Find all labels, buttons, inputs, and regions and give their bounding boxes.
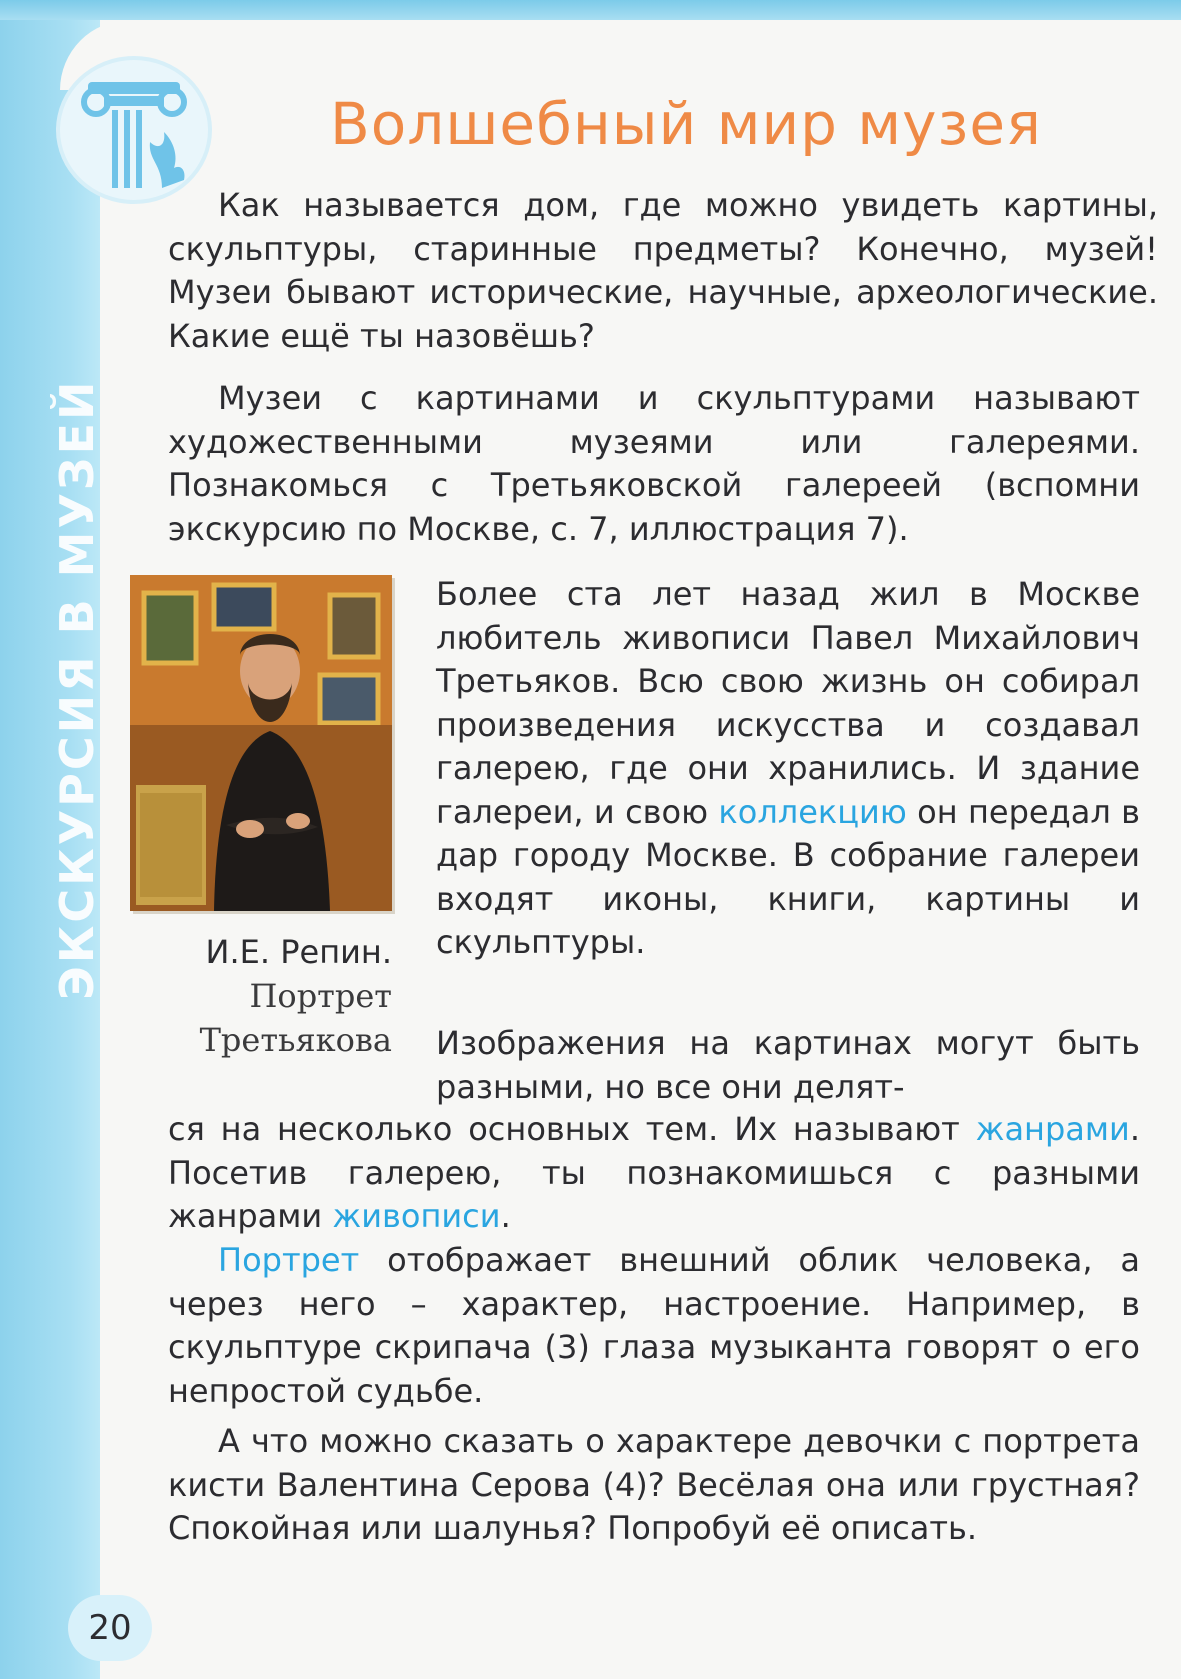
- caption-title-line2: Третьякова: [199, 1021, 392, 1059]
- paragraph-galleries: Музеи с картинами и скульптурами называют художественными музеями или галереями. Познакомься с Третьяковской галереей (вспомни экскурсию по Москве, с. 7, иллюстрация 7).: [168, 379, 1140, 548]
- painting-caption: [150, 930, 392, 1062]
- term-portrait: Портрет: [218, 1241, 360, 1279]
- caption-title-line1: Портрет: [249, 977, 392, 1015]
- paragraph-portrait-text: отображает внешний облик человека, а через него – характер, настроение. Например, в скульптуре скрипача (3) глаза музыканта говорят о его непростой судьбе.: [168, 1241, 1140, 1410]
- top-band: [0, 0, 1181, 20]
- section-label: ЭКСКУРСИЯ В МУЗЕЙ: [50, 378, 104, 1000]
- paragraph-portrait: [168, 1239, 1140, 1413]
- paragraph-genres: [168, 1108, 1140, 1239]
- paragraph-genres-text-b: . Посетив галерею, ты познакомишься с разными жанрами: [168, 1110, 1140, 1235]
- paragraph-genres-start: Изображения на картинах могут быть разными, но все они делят-: [436, 1024, 1140, 1106]
- paragraph-tretyakov: [436, 573, 1140, 965]
- term-painting: живописи: [332, 1197, 501, 1235]
- paragraph-genres-text-c: .: [500, 1197, 511, 1235]
- ionic-column-icon: [78, 68, 190, 192]
- page-number: 20: [88, 1608, 132, 1648]
- page-number-badge: [68, 1595, 152, 1661]
- tretyakov-portrait-image: [130, 575, 392, 911]
- paragraph-tretyakov-text-b: он передал в дар городу Москве. В собрание галереи входят иконы, книги, картины и скульптуры.: [436, 792, 1141, 961]
- paragraph-question: А что можно сказать о характере девочки с портрета кисти Валентина Серова (4)? Весёлая она или грустная? Спокойная или шалунья? Попробуй её описать.: [168, 1422, 1140, 1547]
- caption-author: И.Е. Репин.: [205, 933, 392, 971]
- term-collection: коллекцию: [718, 792, 907, 831]
- paragraph-genres-text-a: ся на несколько основных тем. Их называют: [168, 1110, 976, 1148]
- emblem: [60, 60, 208, 200]
- paragraph-tretyakov-text-a: Более ста лет назад жил в Москве любитель живописи Павел Михайлович Третьяков. Всю свою жизнь он собирал произведения искусства и создавал галерею, где они хранились. И здание галереи, и свою: [436, 575, 1140, 831]
- paragraph-intro: Как называется дом, где можно увидеть картины, скульптуры, старинные предметы? Конечно, музей! Музеи бывают исторические, научные, археологические. Какие ещё ты назовёшь?: [168, 186, 1158, 355]
- term-genres: жанрами: [975, 1110, 1130, 1148]
- page-title: Волшебный мир музея: [330, 90, 1042, 158]
